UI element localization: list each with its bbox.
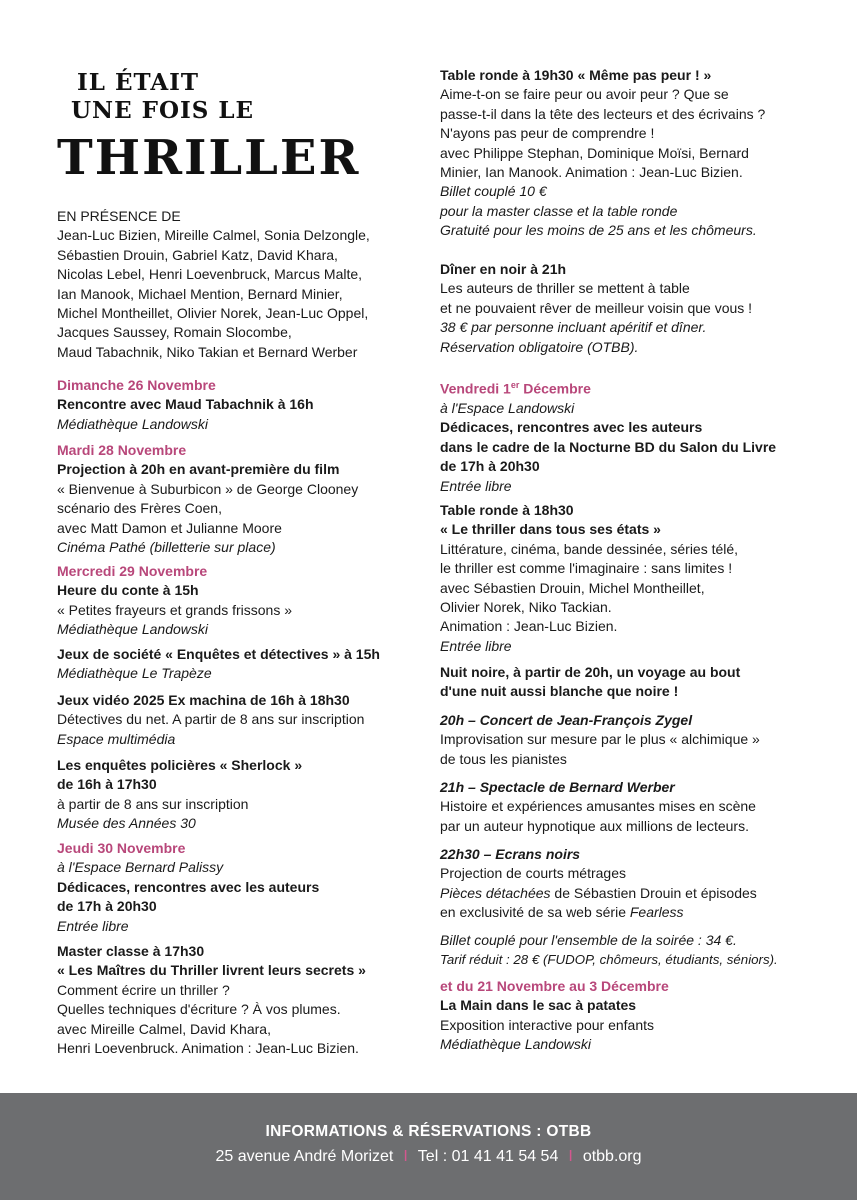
footer-separator: I <box>403 1148 408 1165</box>
event-round-table-1830 <box>440 501 825 656</box>
guest-line: Maud Tabachnik, Niko Takian et Bernard Werber <box>57 343 358 360</box>
event-title: de 16h à 17h30 <box>57 776 157 793</box>
event-text: N'ayons pas peur de comprendre ! <box>440 125 655 142</box>
event-text: Animation : Jean-Luc Bizien. <box>440 618 618 635</box>
guest-line: Nicolas Lebel, Henri Loevenbruck, Marcus Malte, <box>57 266 363 283</box>
event-text: Olivier Norek, Niko Tackian. <box>440 599 612 616</box>
event-place: Médiathèque Landowski <box>440 1036 591 1053</box>
event-text: et ne pouvaient rêver de meilleur voisin que vous ! <box>440 299 753 316</box>
event-ecrans-noirs <box>440 845 825 923</box>
event-title: 21h – Spectacle de Bernard Werber <box>440 779 675 795</box>
event-title: Les enquêtes policières « Sherlock » <box>57 757 303 773</box>
event-place: Médiathèque Landowski <box>57 415 208 432</box>
footer-website-link[interactable]: otbb.org <box>582 1148 642 1165</box>
event-text-part: de Sébastien Drouin et épisodes <box>550 884 757 901</box>
event-title: Dîner en noir à 21h <box>440 261 567 277</box>
event-note: Entrée libre <box>440 637 512 654</box>
event-title: Heure du conte à 15h <box>57 582 199 599</box>
event-text: Histoire et expériences amusantes mises en scène <box>440 798 756 815</box>
event-sherlock <box>57 756 417 834</box>
event-price: pour la master classe et la table ronde <box>440 202 678 219</box>
event-text: Comment écrire un thriller ? <box>57 981 230 998</box>
logo-line-2: UNE FOIS LE <box>71 97 255 124</box>
event-date: et du 21 Novembre au 3 Décembre <box>440 978 669 994</box>
event-place: Cinéma Pathé (billetterie sur place) <box>57 539 276 556</box>
event-title: Rencontre avec Maud Tabachnik à 16h <box>57 396 314 413</box>
event-place: à l'Espace Bernard Palissy <box>57 859 224 876</box>
event-board-games <box>57 645 417 684</box>
event-text: « Bienvenue à Suburbicon » de George Clooney <box>57 480 359 497</box>
guest-list <box>57 207 417 362</box>
guest-line: Sébastien Drouin, Gabriel Katz, David Khara, <box>57 246 338 263</box>
event-tuesday-28 <box>57 441 417 557</box>
event-title: Nuit noire, à partir de 20h, un voyage au bout <box>440 664 741 680</box>
event-date: Mardi 28 Novembre <box>57 442 187 458</box>
event-price: Tarif réduit : 28 € (FUDOP, chômeurs, étudiants, séniors). <box>440 952 778 968</box>
footer-separator: I <box>568 1148 573 1165</box>
event-date-text: Vendredi 1 <box>440 380 511 397</box>
event-date-sup: er <box>510 380 520 390</box>
event-title: de 17h à 20h30 <box>57 898 157 915</box>
event-text: avec Philippe Stephan, Dominique Moïsi, Bernard <box>440 144 749 161</box>
event-text: « Petites frayeurs et grands frissons » <box>57 601 292 618</box>
event-date: Jeudi 30 Novembre <box>57 840 186 856</box>
event-price: Réservation obligatoire (OTBB). <box>440 338 639 355</box>
event-date: Dimanche 26 Novembre <box>57 377 216 393</box>
event-text: Improvisation sur mesure par le plus « alchimique » <box>440 731 760 748</box>
guest-line: Michel Montheillet, Olivier Norek, Jean-Luc Oppel, <box>57 305 369 322</box>
event-wednesday-29 <box>57 562 417 640</box>
event-text: Quelles techniques d'écriture ? À vos plumes. <box>57 1001 341 1018</box>
footer-contact <box>0 1148 857 1166</box>
guest-line: Jacques Saussey, Romain Slocombe, <box>57 324 292 341</box>
event-date <box>440 376 825 399</box>
event-date: Mercredi 29 Novembre <box>57 563 208 579</box>
guest-line: Ian Manook, Michael Mention, Bernard Minier, <box>57 285 343 302</box>
event-text: Littérature, cinéma, bande dessinée, séries télé, <box>440 540 739 557</box>
event-title: Dédicaces, rencontres avec les auteurs <box>440 419 703 436</box>
event-title: La Main dans le sac à patates <box>440 997 637 1014</box>
event-price: Gratuité pour les moins de 25 ans et les chômeurs. <box>440 222 757 239</box>
event-nuit-noire <box>440 663 825 702</box>
event-exhibition <box>440 977 825 1055</box>
event-text: scénario des Frères Coen, <box>57 500 222 517</box>
event-title: Jeux de société « Enquêtes et détectives » à 15h <box>57 646 380 662</box>
logo-line-1: IL ÉTAIT <box>77 69 200 96</box>
event-spectacle <box>440 778 825 836</box>
event-place: Médiathèque Le Trapèze <box>57 665 212 682</box>
event-text: Détectives du net. A partir de 8 ans sur inscription <box>57 711 365 728</box>
event-text: Projection de courts métrages <box>440 865 626 882</box>
event-title: Dédicaces, rencontres avec les auteurs <box>57 878 320 895</box>
event-text: le thriller est comme l'imaginaire : sans limites ! <box>440 560 733 577</box>
event-text: Les auteurs de thriller se mettent à table <box>440 280 690 297</box>
guest-line: Jean-Luc Bizien, Mireille Calmel, Sonia Delzongle, <box>57 227 370 244</box>
event-title: de 17h à 20h30 <box>440 458 540 475</box>
event-title: d'une nuit aussi blanche que noire ! <box>440 683 679 700</box>
event-text: par un auteur hypnotique aux millions de lecteurs. <box>440 817 749 834</box>
event-round-table-1930 <box>440 66 825 241</box>
thriller-logo <box>57 68 361 198</box>
event-price: 38 € par personne incluant apéritif et dîner. <box>440 319 707 336</box>
event-price: Billet couplé pour l'ensemble de la soirée : 34 €. <box>440 932 737 948</box>
event-price: Billet couplé 10 € <box>440 183 547 200</box>
event-text: Minier, Ian Manook. Animation : Jean-Luc Bizien. <box>440 164 743 181</box>
event-text: Exposition interactive pour enfants <box>440 1016 655 1033</box>
event-title: Master classe à 17h30 <box>57 943 205 959</box>
logo-line-3: THRILLER <box>57 130 361 186</box>
event-title: « Le thriller dans tous ses états » <box>440 521 661 538</box>
event-text: à partir de 8 ans sur inscription <box>57 795 249 812</box>
event-note: Entrée libre <box>57 917 129 934</box>
series-title: Fearless <box>629 904 684 921</box>
event-friday-1 <box>440 376 825 496</box>
event-place: à l'Espace Landowski <box>440 400 575 417</box>
footer-address: 25 avenue André Morizet <box>215 1148 394 1165</box>
footer-info-bar <box>0 1093 857 1200</box>
evening-ticket-info <box>440 931 825 970</box>
footer-title: INFORMATIONS & RÉSERVATIONS : OTBB <box>265 1123 592 1140</box>
event-text-part: en exclusivité de sa web série <box>440 904 630 921</box>
event-concert <box>440 711 825 769</box>
event-thursday-30 <box>57 839 417 936</box>
event-master-class <box>57 942 417 1058</box>
event-sunday-26 <box>57 376 417 434</box>
event-text: Aime-t-on se faire peur ou avoir peur ? Que se <box>440 86 729 103</box>
event-place: Musée des Années 30 <box>57 815 196 832</box>
event-note: Entrée libre <box>440 477 512 494</box>
event-video-games <box>57 691 417 749</box>
event-title: Jeux vidéo 2025 Ex machina de 16h à 18h30 <box>57 692 350 708</box>
event-text <box>440 884 825 903</box>
event-text: passe-t-il dans la tête des lecteurs et des écrivains ? <box>440 105 766 122</box>
event-title: Table ronde à 19h30 « Même pas peur ! » <box>440 67 712 83</box>
event-date-text: Décembre <box>519 380 591 397</box>
event-text: Henri Loevenbruck. Animation : Jean-Luc Bizien. <box>57 1040 359 1057</box>
event-text: de tous les pianistes <box>440 750 567 767</box>
event-title: dans le cadre de la Nocturne BD du Salon du Livre <box>440 438 777 455</box>
event-text: avec Sébastien Drouin, Michel Montheillet, <box>440 579 705 596</box>
event-title: 22h30 – Ecrans noirs <box>440 846 581 862</box>
event-place: Espace multimédia <box>57 730 176 747</box>
event-dinner <box>440 260 825 357</box>
event-place: Médiathèque Landowski <box>57 621 208 638</box>
film-title: Pièces détachées <box>440 884 551 901</box>
event-text: avec Mireille Calmel, David Khara, <box>57 1020 271 1037</box>
event-title: 20h – Concert de Jean-François Zygel <box>440 712 693 728</box>
guest-list-heading: EN PRÉSENCE DE <box>57 208 181 224</box>
footer-phone[interactable]: Tel : 01 41 41 54 54 <box>417 1148 559 1165</box>
event-title: Table ronde à 18h30 <box>440 502 574 518</box>
event-title: Projection à 20h en avant-première du film <box>57 461 340 478</box>
event-title: « Les Maîtres du Thriller livrent leurs secrets » <box>57 962 366 979</box>
event-text: avec Matt Damon et Julianne Moore <box>57 519 282 536</box>
event-text <box>440 903 825 922</box>
